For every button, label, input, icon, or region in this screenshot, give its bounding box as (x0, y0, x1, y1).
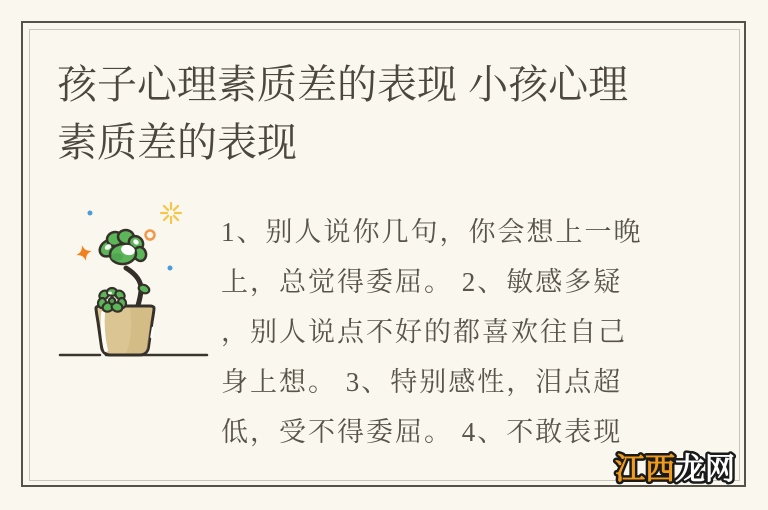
body-text-line: 身上想。 3、特别感性，泪点超 (221, 367, 623, 397)
small-cluster-highlight (108, 292, 112, 295)
sparkle-icon (161, 203, 181, 223)
blue-dot-icon (168, 266, 173, 271)
watermark (612, 446, 762, 490)
watermark-logo (612, 446, 762, 490)
plant-illustration (52, 192, 217, 360)
pot-highlight-tick (152, 328, 154, 337)
body-text-line: ，别人说点不好的都喜欢往自己 (221, 317, 627, 347)
potted-plant-icon (52, 192, 217, 360)
watermark-part2: 龙网 (675, 453, 735, 486)
article-title: 孩子心理素质差的表现 小孩心理素质差的表现 (57, 63, 629, 165)
blue-dot-icon (88, 211, 93, 216)
body-text-line: 1、别人说你几句，你会想上一晚 (221, 217, 643, 247)
article-body (221, 207, 691, 457)
svg-text:江西龙网 (615, 453, 735, 486)
watermark-part1: 江西 (615, 453, 675, 486)
ring-icon (146, 231, 155, 240)
plant-pot (96, 306, 154, 355)
body-text-line: 低，受不得委屈。 4、不敢表现 (221, 417, 623, 447)
star-icon (74, 243, 94, 263)
body-text-line: 上，总觉得委屈。 2、敏感多疑 (221, 267, 623, 297)
